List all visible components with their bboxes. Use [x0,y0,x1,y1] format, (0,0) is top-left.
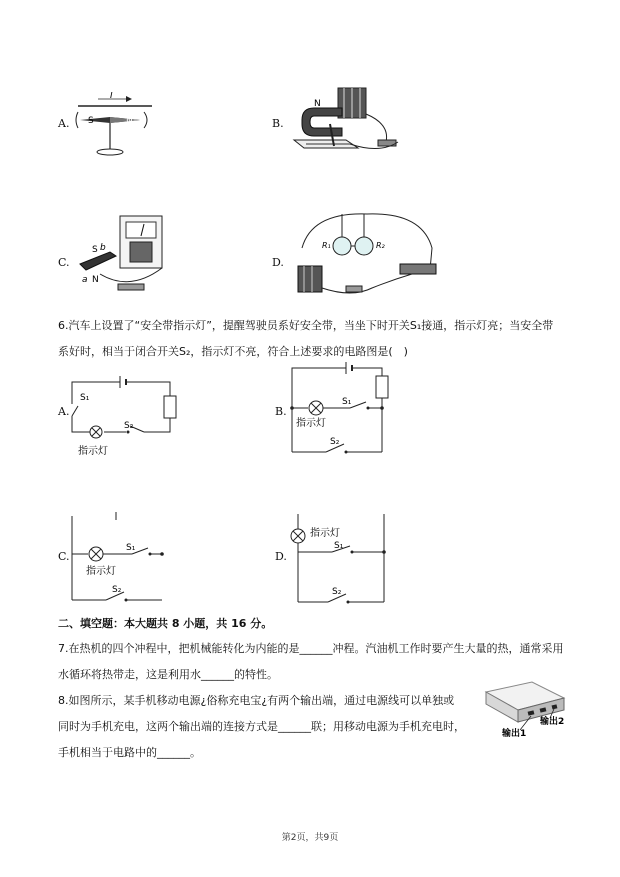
switch-s1-label: S₁ [334,541,344,551]
q6-circuit-d [284,512,394,608]
q5-figure-c [70,212,180,300]
q5-figure-b [290,84,420,156]
pole-n-label: N [126,116,133,126]
q8-stem-line3: 手机相当于电路中的______。 [58,746,201,759]
switch-s1-label: S₁ [80,393,90,403]
switch-s1-label: S₁ [126,543,136,553]
q5-option-a-label: A. [58,117,70,130]
section-2-heading: 二、填空题：本大题共 8 小题，共 16 分。 [58,617,273,630]
switch-s2-label: S₂ [330,437,340,447]
lamp-label: 指示灯 [86,566,116,577]
lamp-label: 指示灯 [78,446,108,457]
resistor-r1-label: R₁ [322,241,331,250]
q8-stem-line1: 8.如图所示，某手机移动电源¿俗称充电宝¿有两个输出端，通过电源线可以单独或 [58,694,455,707]
q5-figure-a [70,92,160,160]
q6-circuit-b [286,360,396,456]
label-b: b [100,243,106,253]
q5-option-c-label: C. [58,256,70,269]
q5-option-d-label: D. [272,256,284,269]
q8-stem-line2: 同时为手机充电，这两个输出端的连接方式是______联；用移动电源为手机充电时， [58,720,465,733]
q6-option-b-label: B. [275,405,287,418]
magnet-n-label: N [314,99,321,109]
q6-option-d-label: D. [275,550,287,563]
output-2-label: 输出2 [540,717,565,727]
q6-stem-line1: 6.汽车上设置了“安全带指示灯”，提醒驾驶员系好安全带，当坐下时开关S₁接通，指示灯亮；当安全带 [58,319,554,332]
switch-s2-label: S₂ [112,585,122,595]
label-s: S [92,245,98,255]
page-footer: 第2页，共9页 [281,833,339,843]
pole-s-label: S [88,116,94,126]
output-1-label: 输出1 [502,729,527,739]
label-n: N [92,275,99,285]
q6-circuit-c [66,510,176,606]
q6-option-c-label: C. [58,550,70,563]
label-a: a [82,275,88,285]
switch-s2-label: S₂ [332,587,342,597]
resistor-r2-label: R₂ [376,241,385,250]
q7-stem-line1: 7.在热机的四个冲程中，把机械能转化为内能的是______冲程。汽油机工作时要产生大量的热，通常采用 [58,642,564,655]
switch-s2-label: S₂ [124,421,134,431]
q8-power-bank-figure [478,678,578,742]
q6-option-a-label: A. [58,405,70,418]
q7-stem-line2: 水循环将热带走，这是利用水______的特性。 [58,668,278,681]
switch-s1-label: S₁ [342,397,352,407]
current-label: I [110,92,113,101]
q5-option-b-label: B. [272,117,284,130]
q5-figure-d [292,208,442,300]
q6-circuit-a [66,370,196,460]
lamp-label: 指示灯 [310,528,340,539]
q6-stem-line2: 系好时，相当于闭合开关S₂，指示灯不亮，符合上述要求的电路图是( ) [58,345,408,358]
lamp-label: 指示灯 [296,418,326,429]
